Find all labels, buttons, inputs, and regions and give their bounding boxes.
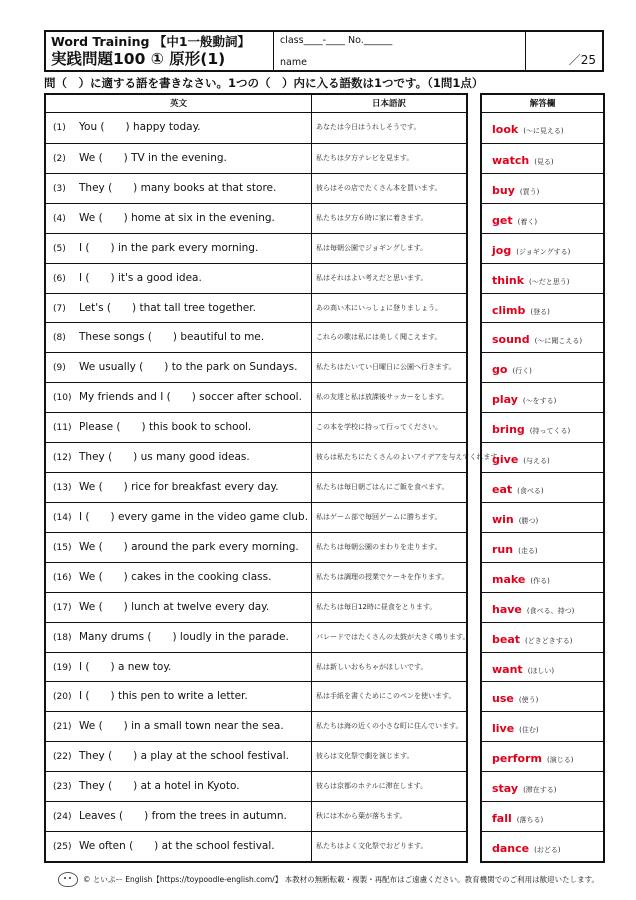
japanese-translation: あの高い木にいっしょに登りましょう。 bbox=[316, 303, 442, 312]
worksheet-header bbox=[44, 30, 604, 72]
question-number: (12) bbox=[53, 453, 72, 464]
question-number: (8) bbox=[53, 333, 66, 344]
english-sentence bbox=[53, 712, 284, 742]
question-number: (23) bbox=[53, 782, 72, 793]
question-row bbox=[46, 442, 504, 472]
answer-row[interactable] bbox=[482, 113, 603, 143]
answer-meaning: (どきどきする) bbox=[525, 636, 573, 645]
question-number: (3) bbox=[53, 183, 66, 194]
answer-word: eat bbox=[492, 483, 513, 497]
answer-cell bbox=[492, 323, 582, 353]
answer-meaning: (ジョギングする) bbox=[516, 247, 571, 256]
sentence-text: We ( ) cakes in the cooking class. bbox=[79, 570, 272, 583]
question-row bbox=[46, 293, 466, 323]
answer-table bbox=[480, 93, 605, 863]
japanese-translation: 彼らは文化祭で劇を演じます。 bbox=[316, 752, 414, 761]
answer-cell bbox=[492, 144, 554, 174]
sentence-text: We ( ) around the park every morning. bbox=[79, 540, 299, 553]
answer-meaning: (〜をする) bbox=[522, 397, 557, 406]
answer-meaning: (作る) bbox=[530, 576, 550, 585]
answer-word: think bbox=[492, 273, 525, 287]
answer-meaning: (〜だと思う) bbox=[529, 277, 570, 286]
sentence-text: We ( ) rice for breakfast every day. bbox=[79, 481, 279, 494]
question-row bbox=[46, 711, 466, 741]
english-sentence bbox=[53, 623, 289, 653]
english-sentence bbox=[53, 353, 298, 383]
english-sentence bbox=[53, 323, 264, 353]
question-row bbox=[46, 771, 466, 801]
answer-word: use bbox=[492, 692, 514, 706]
answer-row[interactable] bbox=[482, 741, 603, 771]
answer-word: play bbox=[492, 393, 518, 407]
question-row bbox=[46, 263, 466, 293]
answer-meaning: (〜に聞こえる) bbox=[534, 337, 583, 346]
class-number-label: class____-____ No.______ bbox=[280, 35, 393, 46]
sentence-text: Let's ( ) that tall tree together. bbox=[79, 301, 256, 314]
answer-word: win bbox=[492, 512, 514, 526]
answer-cell bbox=[492, 383, 556, 413]
answer-cell bbox=[492, 653, 554, 683]
answer-meaning: (おどる) bbox=[534, 846, 561, 855]
footer bbox=[58, 872, 599, 887]
question-row bbox=[46, 622, 470, 652]
answer-meaning: (ほしい) bbox=[527, 666, 555, 675]
english-sentence bbox=[53, 294, 256, 324]
english-sentence bbox=[53, 383, 302, 413]
answer-word: jog bbox=[492, 243, 512, 257]
english-column-header: 英文 bbox=[46, 95, 311, 113]
answer-word: bring bbox=[492, 423, 525, 437]
question-row bbox=[46, 412, 466, 442]
answer-word: look bbox=[492, 123, 519, 136]
japanese-translation: 私は毎朝公園でジョギングします。 bbox=[316, 243, 428, 252]
japanese-translation: 私は手紙を書くためにこのペンを使います。 bbox=[316, 692, 456, 701]
answer-cell bbox=[492, 234, 570, 264]
sentence-text: They ( ) a play at the school festival. bbox=[79, 750, 289, 763]
answer-word: beat bbox=[492, 632, 521, 646]
english-sentence bbox=[53, 742, 289, 772]
answer-row[interactable] bbox=[482, 771, 603, 801]
english-sentence bbox=[53, 533, 299, 563]
japanese-translation: 私たちは夕方テレビを見ます。 bbox=[316, 153, 414, 162]
answer-cell bbox=[492, 832, 561, 862]
question-number: (20) bbox=[53, 692, 72, 703]
answer-row[interactable] bbox=[482, 442, 603, 472]
sentence-text: My friends and I ( ) soccer after school. bbox=[79, 391, 302, 404]
question-row bbox=[46, 681, 466, 711]
answer-cell bbox=[492, 503, 538, 533]
answer-word: stay bbox=[492, 782, 519, 796]
question-number: (2) bbox=[53, 153, 66, 164]
english-sentence bbox=[53, 682, 248, 712]
answer-row[interactable] bbox=[482, 352, 603, 382]
answer-row[interactable] bbox=[482, 831, 603, 861]
japanese-translation: 私たちは毎日朝ごはんにご飯を食べます。 bbox=[316, 483, 449, 492]
question-row bbox=[46, 472, 466, 502]
english-sentence bbox=[53, 473, 279, 503]
sentence-text: I ( ) this pen to write a letter. bbox=[79, 690, 248, 703]
answer-cell bbox=[492, 772, 557, 802]
question-number: (22) bbox=[53, 752, 72, 763]
footer-text: © といぷー English【https://toypoodle-english.com/】 本教材の無断転載・複製・再配布はご遠慮ください。教育機関でのご利用は歓迎いたします。 bbox=[83, 875, 599, 884]
question-row bbox=[46, 741, 466, 771]
answer-word: go bbox=[492, 363, 508, 377]
answer-word: give bbox=[492, 453, 519, 467]
answer-cell bbox=[492, 802, 543, 832]
japanese-translation: 私たちは毎日12時に昼食をとります。 bbox=[316, 602, 437, 611]
japanese-translation: 私はそれはよい考えだと思います。 bbox=[316, 273, 428, 282]
answer-word: make bbox=[492, 572, 526, 586]
answer-cell bbox=[492, 174, 539, 204]
english-sentence bbox=[53, 653, 171, 683]
answer-cell bbox=[492, 533, 538, 563]
question-number: (19) bbox=[53, 662, 72, 673]
question-number: (16) bbox=[53, 572, 72, 583]
question-row bbox=[46, 233, 466, 263]
answer-column-header: 解答欄 bbox=[482, 95, 603, 113]
sentence-text: I ( ) it's a good idea. bbox=[79, 271, 202, 284]
answer-row[interactable] bbox=[482, 472, 603, 502]
answer-cell bbox=[492, 623, 572, 653]
answer-row[interactable] bbox=[482, 382, 603, 412]
title-cell bbox=[46, 32, 274, 70]
english-sentence bbox=[53, 174, 276, 204]
answer-cell bbox=[492, 264, 569, 294]
sentence-text: These songs ( ) beautiful to me. bbox=[79, 331, 265, 344]
answer-word: sound bbox=[492, 333, 530, 347]
question-row bbox=[46, 143, 466, 173]
answer-meaning: (行く) bbox=[512, 367, 532, 376]
question-number: (24) bbox=[53, 812, 72, 823]
answer-meaning: (見る) bbox=[534, 157, 554, 166]
question-row bbox=[46, 173, 466, 203]
answer-meaning: (食べる) bbox=[517, 487, 544, 496]
english-sentence bbox=[53, 113, 201, 143]
question-number: (7) bbox=[53, 303, 66, 314]
japanese-translation: 私たちはたいてい日曜日に公園へ行きます。 bbox=[316, 363, 456, 372]
question-number: (25) bbox=[53, 842, 72, 853]
question-row bbox=[46, 203, 466, 233]
name-label: name bbox=[280, 57, 307, 68]
question-number: (14) bbox=[53, 512, 72, 523]
instruction-text: 問（ ）に適する語を書きなさい。1つの（ ）内に入る語数は1つです。（1問1点） bbox=[44, 76, 484, 90]
english-sentence bbox=[53, 204, 275, 234]
question-number: (13) bbox=[53, 483, 72, 494]
japanese-translation: 私はゲーム部で毎回ゲームに勝ちます。 bbox=[316, 512, 442, 521]
sentence-text: You ( ) happy today. bbox=[79, 121, 201, 133]
answer-cell bbox=[492, 113, 564, 143]
question-row bbox=[46, 322, 466, 352]
question-row bbox=[46, 592, 466, 622]
japanese-translation: 彼らは京都のホテルに滞在します。 bbox=[316, 782, 428, 791]
sentence-text: We ( ) in a small town near the sea. bbox=[79, 720, 284, 733]
japanese-translation: あなたは今日はうれしそうです。 bbox=[316, 123, 421, 131]
question-row bbox=[46, 502, 466, 532]
english-sentence bbox=[53, 772, 240, 802]
question-number: (18) bbox=[53, 632, 72, 643]
question-row bbox=[46, 652, 466, 682]
question-number: (4) bbox=[53, 213, 66, 224]
answer-meaning: (登る) bbox=[530, 307, 550, 316]
sentence-text: We ( ) lunch at twelve every day. bbox=[79, 600, 270, 613]
question-number: (5) bbox=[53, 243, 66, 254]
answer-meaning: (勝つ) bbox=[518, 516, 539, 525]
answer-row[interactable] bbox=[482, 562, 603, 592]
answer-cell bbox=[492, 473, 544, 503]
answer-row[interactable] bbox=[482, 293, 603, 323]
question-row bbox=[46, 352, 466, 382]
japanese-translation: 秋には木から葉が落ちます。 bbox=[316, 812, 407, 821]
answer-meaning: (落ちる) bbox=[516, 816, 544, 825]
sentence-text: We ( ) home at six in the evening. bbox=[79, 211, 275, 224]
question-number: (15) bbox=[53, 542, 72, 553]
answer-row[interactable] bbox=[482, 502, 603, 532]
answer-meaning: (与える) bbox=[523, 457, 550, 466]
answer-row[interactable] bbox=[482, 801, 603, 831]
japanese-translation: 私たちは毎朝公園のまわりを走ります。 bbox=[316, 542, 442, 551]
sentence-text: We often ( ) at the school festival. bbox=[79, 840, 275, 853]
english-sentence bbox=[53, 832, 275, 862]
answer-row[interactable] bbox=[482, 322, 603, 352]
answer-cell bbox=[492, 682, 538, 712]
answer-meaning: (演じる) bbox=[547, 756, 574, 765]
question-row bbox=[46, 801, 466, 831]
answer-row[interactable] bbox=[482, 143, 603, 173]
sentence-text: They ( ) many books at that store. bbox=[79, 181, 277, 194]
question-row bbox=[46, 382, 466, 412]
answer-cell bbox=[492, 593, 574, 623]
answer-meaning: (住む) bbox=[519, 726, 539, 735]
english-sentence bbox=[53, 264, 202, 294]
answer-meaning: (買う) bbox=[519, 187, 540, 196]
answer-word: live bbox=[492, 722, 515, 736]
answer-row[interactable] bbox=[482, 592, 603, 622]
answer-cell bbox=[492, 204, 537, 234]
japanese-column-header: 日本語訳 bbox=[311, 95, 466, 113]
answer-row[interactable] bbox=[482, 203, 603, 233]
japanese-translation: 私は新しいおもちゃがほしいです。 bbox=[316, 662, 428, 671]
answer-word: want bbox=[492, 662, 523, 676]
answer-word: have bbox=[492, 602, 522, 616]
sentence-text: Please ( ) this book to school. bbox=[79, 421, 252, 434]
answer-cell bbox=[492, 443, 550, 473]
sentence-text: We usually ( ) to the park on Sundays. bbox=[79, 361, 298, 374]
answer-row[interactable] bbox=[482, 652, 603, 682]
japanese-translation: 私たちはよく文化祭でおどります。 bbox=[316, 842, 428, 851]
english-sentence bbox=[53, 593, 269, 623]
japanese-translation: 私たちは海の近くの小さな町に住んでいます。 bbox=[316, 722, 463, 731]
answer-meaning: (使う) bbox=[518, 696, 539, 705]
answer-word: run bbox=[492, 542, 514, 556]
answer-word: watch bbox=[492, 153, 530, 167]
question-number: (1) bbox=[53, 123, 66, 133]
answer-word: get bbox=[492, 213, 513, 227]
english-sentence bbox=[53, 802, 287, 832]
answer-cell bbox=[492, 563, 550, 593]
sentence-text: They ( ) at a hotel in Kyoto. bbox=[79, 780, 240, 793]
english-sentence bbox=[53, 563, 271, 593]
score-label: ／25 bbox=[568, 53, 596, 67]
answer-meaning: (滞在する) bbox=[523, 786, 557, 795]
answer-meaning: (食べる、持つ) bbox=[526, 606, 575, 615]
japanese-translation: 彼らはその店でたくさん本を買います。 bbox=[316, 183, 442, 192]
answer-row[interactable] bbox=[482, 681, 603, 711]
japanese-translation: 彼らは私たちにたくさんのよいアイデアを与えてくれます。 bbox=[316, 453, 504, 462]
question-number: (9) bbox=[53, 363, 66, 374]
japanese-translation: 私たちは夕方６時に家に着きます。 bbox=[316, 213, 428, 222]
answer-meaning: (持ってくる) bbox=[529, 427, 571, 436]
answer-cell bbox=[492, 742, 573, 772]
sentence-text: They ( ) us many good ideas. bbox=[79, 451, 250, 464]
answer-word: climb bbox=[492, 303, 526, 317]
english-sentence bbox=[53, 413, 251, 443]
answer-row[interactable] bbox=[482, 711, 603, 741]
question-number: (6) bbox=[53, 273, 66, 284]
english-sentence bbox=[53, 234, 258, 264]
title-line1: Word Training 【中1一般動詞】 bbox=[51, 34, 251, 49]
question-row bbox=[46, 532, 466, 562]
question-number: (21) bbox=[53, 722, 72, 733]
sentence-text: I ( ) in the park every morning. bbox=[79, 241, 259, 254]
answer-word: perform bbox=[492, 752, 542, 766]
answer-meaning: (〜に見える) bbox=[523, 127, 564, 135]
answer-word: fall bbox=[492, 812, 512, 826]
answer-cell bbox=[492, 353, 532, 383]
answer-meaning: (着く) bbox=[517, 217, 538, 226]
dog-face-icon bbox=[58, 872, 78, 887]
question-row bbox=[46, 831, 466, 861]
japanese-translation: 私たちは調理の授業でケーキを作ります。 bbox=[316, 572, 449, 581]
answer-cell bbox=[492, 294, 550, 324]
answer-meaning: (走る) bbox=[518, 546, 538, 555]
sentence-text: We ( ) TV in the evening. bbox=[79, 151, 227, 164]
title-line2: 実践問題100 ① 原形(1) bbox=[51, 50, 226, 68]
japanese-translation: この本を学校に持って行ってください。 bbox=[316, 423, 442, 432]
sentence-text: I ( ) every game in the video game club. bbox=[79, 510, 309, 523]
english-sentence bbox=[53, 144, 227, 174]
sentence-text: Many drums ( ) loudly in the parade. bbox=[79, 630, 289, 643]
question-number: (10) bbox=[53, 393, 72, 404]
answer-word: dance bbox=[492, 842, 530, 856]
answer-word: buy bbox=[492, 183, 515, 197]
class-name-cell[interactable] bbox=[274, 32, 526, 70]
question-number: (17) bbox=[53, 602, 72, 613]
score-cell[interactable] bbox=[526, 32, 602, 70]
sentence-text: I ( ) a new toy. bbox=[79, 660, 172, 673]
answer-cell bbox=[492, 413, 570, 443]
english-sentence bbox=[53, 443, 250, 473]
english-sentence bbox=[53, 503, 308, 533]
question-row bbox=[46, 562, 466, 592]
answer-row[interactable] bbox=[482, 263, 603, 293]
japanese-translation: パレードではたくさんの太鼓が大きく鳴ります。 bbox=[316, 632, 470, 641]
sentence-text: Leaves ( ) from the trees in autumn. bbox=[79, 810, 287, 823]
question-row bbox=[46, 113, 466, 143]
answer-row[interactable] bbox=[482, 233, 603, 263]
answer-row[interactable] bbox=[482, 532, 603, 562]
answer-row[interactable] bbox=[482, 173, 603, 203]
japanese-translation: 私の友達と私は放課後サッカーをします。 bbox=[316, 393, 449, 402]
answer-row[interactable] bbox=[482, 622, 603, 652]
answer-cell bbox=[492, 712, 539, 742]
answer-rows bbox=[482, 113, 603, 861]
question-number: (11) bbox=[53, 423, 72, 434]
japanese-translation: これらの歌は私には美しく聞こえます。 bbox=[316, 333, 442, 342]
answer-row[interactable] bbox=[482, 412, 603, 442]
